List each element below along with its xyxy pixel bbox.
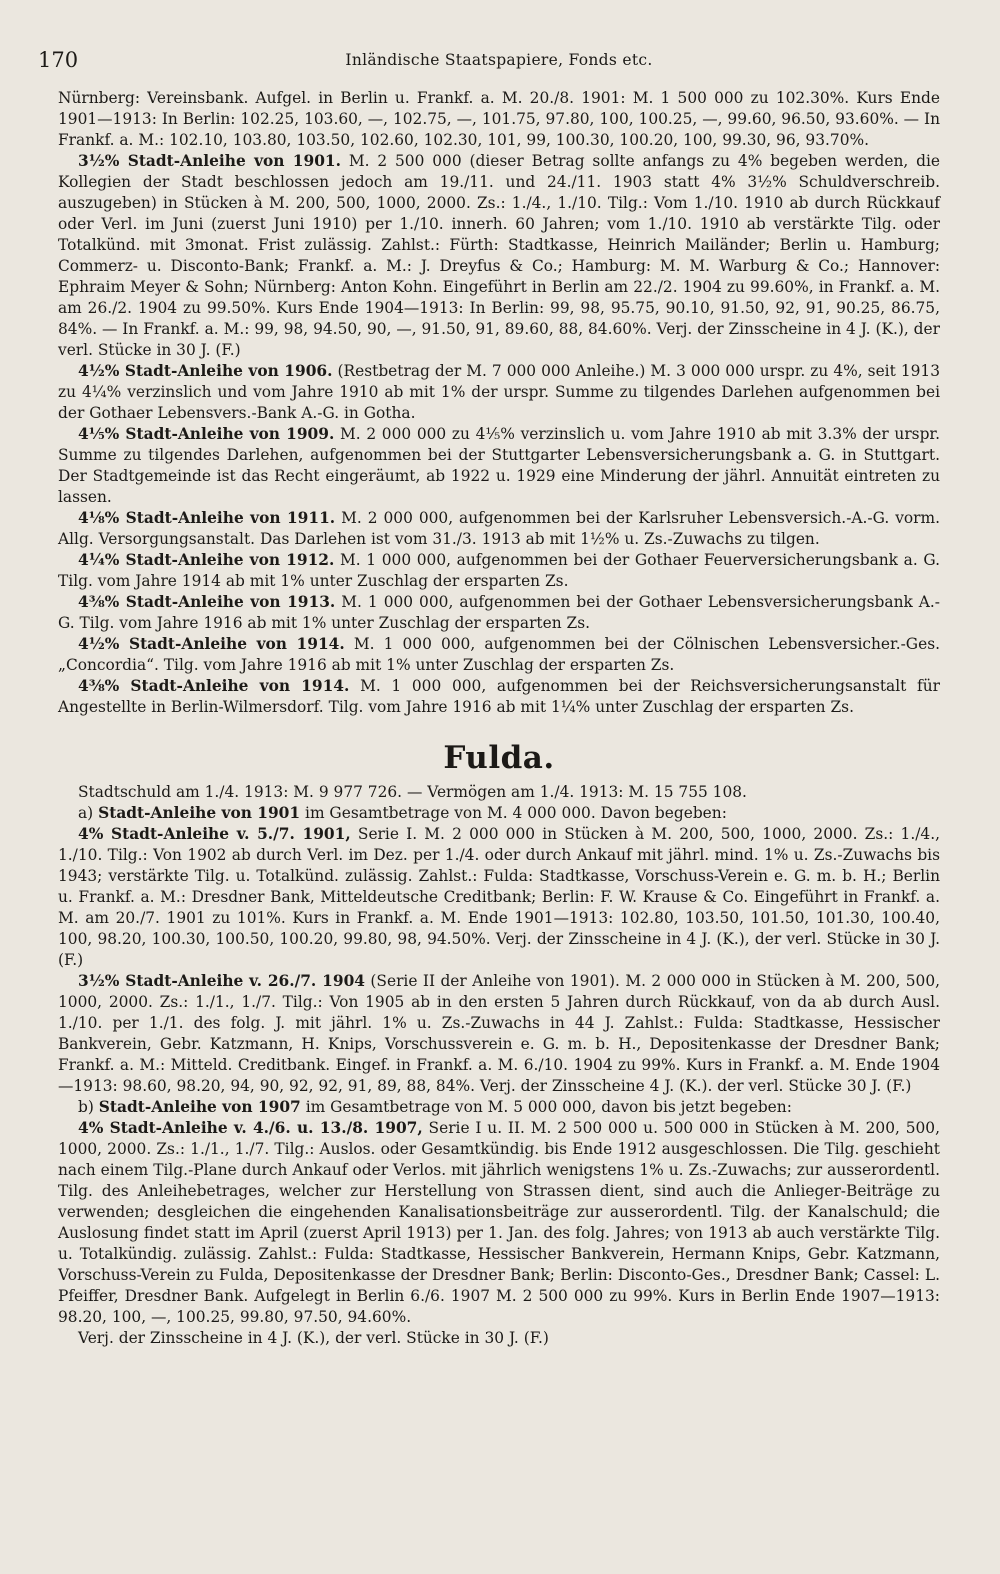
fulda-series-1-title: 4% Stadt-Anleihe v. 5./7. 1901, — [78, 825, 351, 843]
fulda-loan-1901-prefix: a) — [78, 804, 94, 822]
fulda-loan-1907-paragraph — [58, 1118, 940, 1328]
running-title: Inländische Staatspapiere, Fonds etc. — [345, 51, 653, 69]
fulda-section — [58, 740, 940, 1349]
loan-1913-paragraph — [58, 592, 940, 634]
nuernberg-vereinsbank-paragraph: Nürnberg: Vereinsbank. Aufgel. in Berlin u. Frankf. a. M. 20./8. 1901: M. 1 500 000 zu 102.30%. Kurs Ende 1901—1913: In Berlin: 102.25, 103.60, —, 102.75, —, 101.75, 97.80, 100, 100.25, —, 99.60, 96.50, 93.60%. — In Frankf. a. M.: 102.10, 103.80, 103.50, 102.60, 102.30, 101, 99, 100.30, 100.20, 100, 99.30, 96, 93.70%. — [58, 89, 940, 149]
loan-1901-text: M. 2 500 000 (dieser Betrag sollte anfangs zu 4% begeben werden, die Kollegien der Stadt beschlossen jedoch am 19./11. und 24./11. 1903 statt 4% 3½% Schuldverschreib. auszugeben) in Stücken à M. 200, 500, 1000, 2000. Zs.: 1./4., 1./10. Tilg.: Vom 1./10. 1910 ab durch Rückkauf oder Verl. im Juni (zuerst Juni 1910) per 1./10. innerh. 60 Jahren; vom 1./10. 1910 ab verstärkte Tilg. oder Totalkünd. mit 3monat. Frist zulässig. Zahlst.: Fürth: Stadtkasse, Heinrich Mailänder; Berlin u. Hamburg; Commerz- u. Disconto-Bank; Frankf. a. M.: J. Dreyfus & Co.; Hamburg: M. M. Warburg & Co.; Hannover: Ephraim Meyer & Sohn; Nürnberg: Anton Kohn. Eingeführt in Berlin am 22./2. 1904 zu 99.60%, in Frankf. a. M. am 26./2. 1904 zu 99.50%. Kurs Ende 1904—1913: In Berlin: 99, 98, 95.75, 90.10, 91.50, 92, 91, 90.25, 86.75, 84%. — In Frankf. a. M.: 99, 98, 94.50, 90, —, 91.50, 91, 89.60, 88, 84.60%. Verj. der Zinsscheine in 4 J. (K.), der verl. Stücke in 30 J. (F.) — [58, 152, 940, 359]
loan-1913-text: M. 1 000 000, aufgenommen bei der Gothaer Lebensversicherungsbank A.-G. Tilg. vom Jahre 1916 ab mit 1% unter Zuschlag der ersparten Zs. — [58, 593, 941, 632]
loan-1909-paragraph — [58, 424, 940, 508]
fulda-series-2-paragraph — [58, 971, 940, 1097]
fulda-loan-1901-title: Stadt-Anleihe von 1901 — [98, 804, 301, 822]
running-head — [38, 48, 940, 88]
loan-1914-reichsversicherung-paragraph — [58, 676, 940, 718]
fulda-loan-1907-prefix: b) — [78, 1098, 94, 1116]
loan-1912-text: M. 1 000 000, aufgenommen bei der Gothaer Feuerversicherungsbank a. G. Tilg. vom Jahre 1914 ab mit 1% unter Zuschlag der ersparten Zs. — [58, 551, 940, 590]
loan-1906-paragraph — [58, 361, 940, 424]
page-number: 170 — [38, 48, 79, 72]
loan-1914-concordia-paragraph — [58, 634, 940, 676]
fulda-series-1-paragraph — [58, 824, 940, 971]
loan-1913-title: 4⅜% Stadt-Anleihe von 1913. — [78, 593, 336, 611]
fulda-limitation-paragraph: Verj. der Zinsscheine in 4 J. (K.), der verl. Stücke in 30 J. (F.) — [78, 1329, 549, 1347]
fulda-loan-1907-intro — [58, 1097, 940, 1118]
fulda-loan-1907-series-text: Serie I u. II. M. 2 500 000 u. 500 000 in Stücken à M. 200, 500, 1000, 2000. Zs.: 1./1., 1./7. Tilg.: Auslos. oder Gesamtkündig. bis Ende 1912 ausgeschlossen. Die Tilg. geschieht nach einem Tilg.-Plane durch Ankauf oder Verlos. mit jährlich wenigstens 1% u. Zs.-Zuwachs; zur ausserordentl. Tilg. des Anleihebetrages, welcher zur Herstellung von Strassen dient, sind auch die Anlieger-Beiträge zu verwenden; desgleichen die eingehenden Kanalisationsbeiträge zur ausserordentl. Tilg. der Kanalschuld; die Auslosung findet statt im April (zuerst April 1913) per 1. Jan. des folg. Jahres; von 1913 ab auch verstärkte Tilg. u. Totalkündig. zulässig. Zahlst.: Fulda: Stadtkasse, Hessischer Bankverein, Hermann Knips, Gebr. Katzmann, Vorschuss-Verein zu Fulda, Depositenkasse der Dresdner Bank; Berlin: Disconto-Ges., Dresdner Bank; Cassel: L. Pfeiffer, Dresdner Bank. Aufgelegt in Berlin 6./6. 1907 M. 2 500 000 zu 99%. Kurs in Berlin Ende 1907—1913: 98.20, 100, —, 100.25, 99.80, 97.50, 94.60%. — [58, 1119, 940, 1326]
loan-1906-text: (Restbetrag der M. 7 000 000 Anleihe.) M. 3 000 000 urspr. zu 4%, seit 1913 zu 4¼% verzinslich und vom Jahre 1910 ab mit 1% der urspr. Summe zu tilgendes Darlehen aufgenommen bei der Gothaer Lebensvers.-Bank A.-G. in Gotha. — [58, 362, 940, 422]
loan-1901-title: 3½% Stadt-Anleihe von 1901. — [78, 152, 341, 170]
loan-1912-title: 4¼% Stadt-Anleihe von 1912. — [78, 551, 335, 569]
fulda-debt-paragraph: Stadtschuld am 1./4. 1913: M. 9 977 726. — Vermögen am 1./4. 1913: M. 15 755 108. — [78, 783, 747, 801]
loan-1912-paragraph — [58, 550, 940, 592]
loan-1901-paragraph — [58, 151, 940, 361]
fulda-heading: Fulda. — [443, 740, 555, 776]
fulda-loan-1901-text: im Gesamtbetrage von M. 4 000 000. Davon begeben: — [305, 804, 727, 822]
loan-1914-reichsversicherung-title: 4⅜% Stadt-Anleihe von 1914. — [78, 677, 350, 695]
loan-1911-title: 4⅛% Stadt-Anleihe von 1911. — [78, 509, 336, 527]
fulda-loan-1907-title: Stadt-Anleihe von 1907 — [98, 1098, 301, 1116]
loan-1909-text: M. 2 000 000 zu 4⅕% verzinslich u. vom Jahre 1910 ab mit 3.3% der urspr. Summe zu tilgendes Darlehen, aufgenommen bei der Stuttgarter Lebensversicherungsbank a. G. in Stuttgart. Der Stadtgemeinde ist das Recht eingeräumt, ab 1922 u. 1929 eine Minderung der jährl. Annuität eintreten zu lassen. — [58, 425, 940, 506]
loan-1909-title: 4⅕% Stadt-Anleihe von 1909. — [78, 425, 335, 443]
loan-1914-concordia-title: 4½% Stadt-Anleihe von 1914. — [78, 635, 345, 653]
loan-1911-paragraph — [58, 508, 940, 550]
nuernberg-section — [58, 88, 940, 718]
fulda-series-1-text: Serie I. M. 2 000 000 in Stücken à M. 200, 500, 1000, 2000. Zs.: 1./4., 1./10. Tilg.: Von 1902 ab durch Verl. im Dez. per 1./4. oder durch Ankauf mit jährl. mind. 1% u. Zs.-Zuwachs bis 1943; verstärkte Tilg. u. Totalkünd. zulässig. Zahlst.: Fulda: Stadtkasse, Vorschuss-Verein e. G. m. b. H.; Berlin u. Frankf. a. M.: Dresdner Bank, Mitteldeutsche Creditbank; Berlin: F. W. Krause & Co. Eingeführt in Frankf. a. M. am 20./7. 1901 zu 101%. Kurs in Frankf. a. M. Ende 1901—1913: 102.80, 103.50, 101.50, 101.30, 100.40, 100, 98.20, 100.30, 100.50, 100.20, 99.80, 98, 94.50%. Verj. der Zinsscheine in 4 J. (K.), der verl. Stücke in 30 J. (F.) — [58, 825, 940, 969]
loan-1914-reichsversicherung-text: M. 1 000 000, aufgenommen bei der Reichsversicherungsanstalt für Angestellte in Berlin-Wilmersdorf. Tilg. vom Jahre 1916 ab mit 1¼% unter Zuschlag der ersparten Zs. — [58, 677, 940, 716]
fulda-loan-1901-intro — [58, 803, 940, 824]
fulda-loan-1907-series-title: 4% Stadt-Anleihe v. 4./6. u. 13./8. 1907, — [78, 1119, 423, 1137]
fulda-series-2-text: (Serie II der Anleihe von 1901). M. 2 000 000 in Stücken à M. 200, 500, 1000, 2000. Zs.: 1./1., 1./7. Tilg.: Von 1905 ab in den ersten 5 Jahren durch Rückkauf, von da ab durch Ausl. 1./10. per 1./1. des folg. J. mit jährl. 1% u. Zs.-Zuwachs in 44 J. Zahlst.: Fulda: Stadtkasse, Hessischer Bankverein, Gebr. Katzmann, H. Knips, Vorschussverein e. G. m. b. H., Depositenkasse der Dresdner Bank; Frankf. a. M.: Mitteld. Creditbank. Eingef. in Frankf. a. M. 6./10. 1904 zu 99%. Kurs in Frankf. a. M. Ende 1904—1913: 98.60, 98.20, 94, 90, 92, 92, 91, 89, 88, 84%. Verj. der Zinsscheine 4 J. (K.). der verl. Stücke 30 J. (F.) — [58, 972, 941, 1095]
loan-1911-text: M. 2 000 000, aufgenommen bei der Karlsruher Lebensversich.-A.-G. vorm. Allg. Versorgungsanstalt. Das Darlehen ist vom 31./3. 1913 ab mit 1½% u. Zs.-Zuwachs zu tilgen. — [58, 509, 940, 548]
fulda-series-2-title: 3½% Stadt-Anleihe v. 26./7. 1904 — [78, 972, 365, 990]
loan-1914-concordia-text: M. 1 000 000, aufgenommen bei der Cölnischen Lebensversicher.-Ges. „Concordia“. Tilg. vom Jahre 1916 ab mit 1% unter Zuschlag der ersparten Zs. — [58, 635, 940, 674]
fulda-loan-1907-text: im Gesamtbetrage von M. 5 000 000, davon bis jetzt begeben: — [305, 1098, 792, 1116]
loan-1906-title: 4½% Stadt-Anleihe von 1906. — [78, 362, 333, 380]
